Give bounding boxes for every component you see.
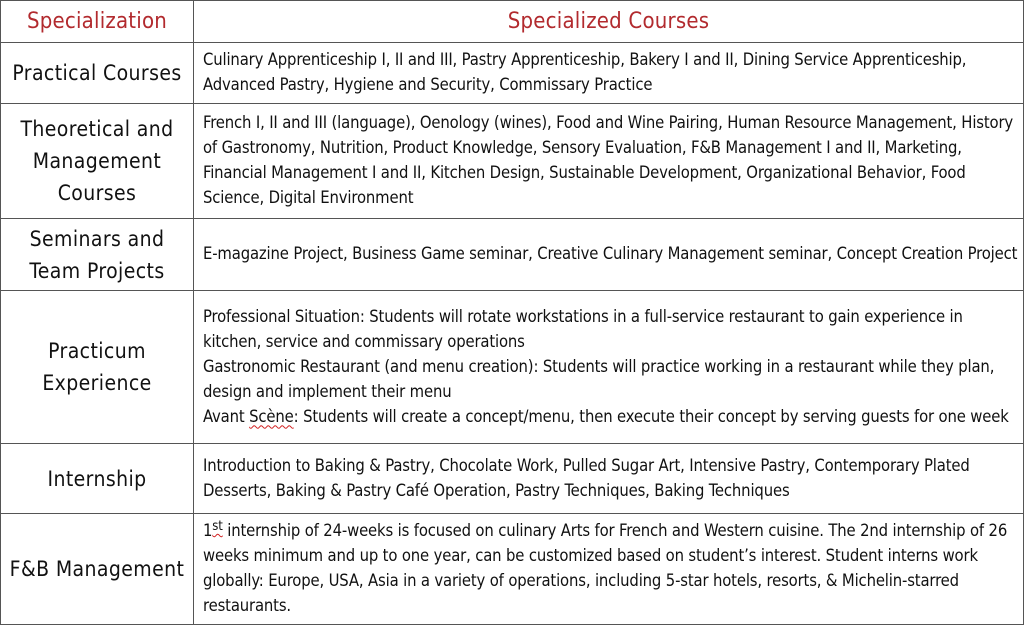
table-row [1, 514, 1024, 625]
ordinal-suffix: st [212, 519, 223, 534]
courses-cell: Culinary Apprenticeship I, II and III, Pastry Apprenticeship, Bakery I and II, Dining Service Apprenticeship, Advanced Pastry, Hygiene and Security, Commissary Practice [194, 43, 1024, 104]
specialization-label-line: Practicum [48, 339, 146, 363]
table-row [1, 219, 1024, 291]
courses-cell: French I, II and III (language), Oenology (wines), Food and Wine Pairing, Human Resource Management, History of Gastronomy, Nutrition, Product Knowledge, Sensory Evaluation, F&B Management I and II, Marketing, Financial Management I and II, Kitchen Design, Sustainable Development, Organizational Behavior, Food Science, Digital Environment [194, 104, 1024, 219]
header-specialized-courses: Specialized Courses [194, 1, 1024, 43]
specialization-cell [1, 514, 194, 625]
specialization-cell [1, 291, 194, 444]
specialization-cell [1, 43, 194, 104]
avant-word: Avant [203, 406, 245, 426]
courses-cell [194, 291, 1024, 444]
header-specialization: Specialization [1, 1, 194, 43]
practicum-paragraph: Professional Situation: Students will rotate workstations in a full-service restaurant to gain experience in kitchen, service and commissary operations [203, 306, 963, 351]
specialization-cell [1, 444, 194, 514]
table-row [1, 291, 1024, 444]
specialization-label-line: Experience [42, 371, 152, 395]
specialization-label-line: Management [32, 149, 162, 173]
practicum-paragraph: Gastronomic Restaurant (and menu creation): Students will practice working in a restaurant while they plan, design and implement their menu [203, 356, 995, 401]
specialization-label: Internship [47, 466, 147, 491]
specialization-label: F&B Management [9, 557, 185, 581]
table-row [1, 104, 1024, 219]
courses-cell [194, 514, 1024, 625]
courses-cell: E-magazine Project, Business Game seminar, Creative Culinary Management seminar, Concept Creation Project [194, 219, 1024, 291]
specialization-label: Practical Courses [12, 61, 182, 85]
specialization-label-line: Team Projects [29, 258, 165, 283]
avant-description: : Students will create a concept/menu, then execute their concept by serving guests for one week [293, 406, 1009, 426]
specialization-cell [1, 104, 194, 219]
table-row [1, 444, 1024, 514]
spellcheck-flagged-word: Scène [249, 406, 294, 426]
fnb-description: internship of 24-weeks is focused on culinary Arts for French and Western cuisine. The 2nd internship of 26 weeks minimum and up to one year, can be customized based on student’s interest. Student interns work globally: Europe, USA, Asia in a variety of operations, including 5-star hotels, resorts, & Michelin-starred restaurants. [203, 521, 1008, 615]
specialization-label-line: Courses [57, 181, 137, 205]
practicum-paragraph [203, 404, 1019, 429]
ordinal-number: 1 [203, 521, 213, 540]
table-row [1, 43, 1024, 104]
specialization-label-line: Theoretical and [20, 117, 174, 141]
header-row [1, 1, 1024, 43]
courses-cell: Introduction to Baking & Pastry, Chocolate Work, Pulled Sugar Art, Intensive Pastry, Contemporary Plated Desserts, Baking & Pastry Café Operation, Pastry Techniques, Baking Techniques [194, 444, 1024, 514]
specialization-label-line: Seminars and [29, 226, 165, 251]
specialization-cell [1, 219, 194, 291]
